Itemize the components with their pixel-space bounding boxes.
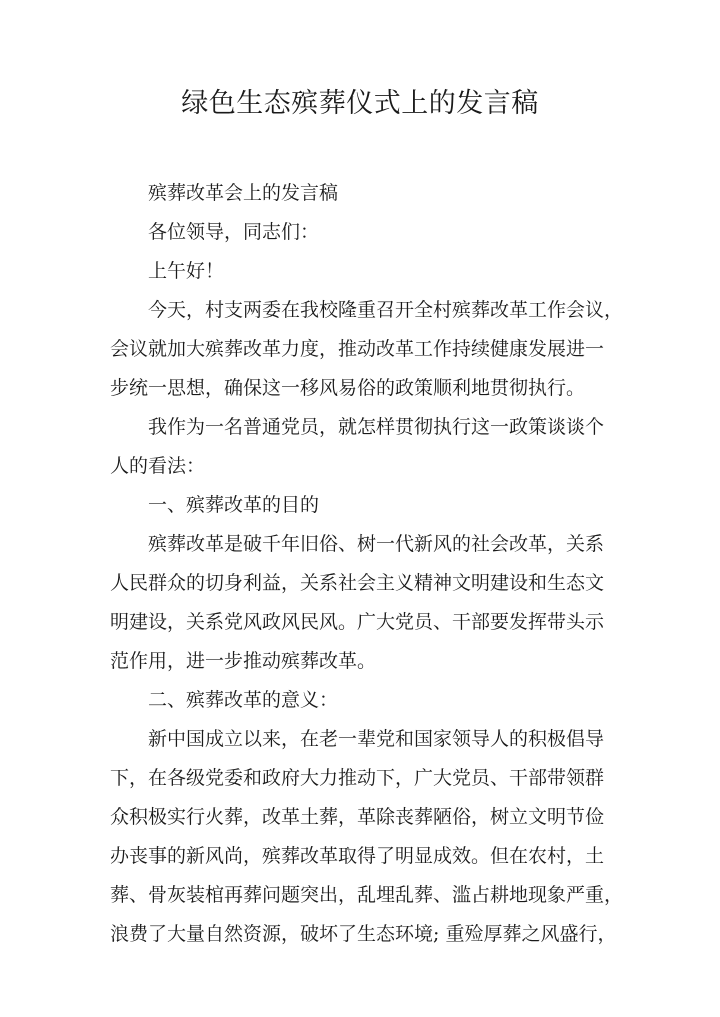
text-line: 步统一思想，确保这一移风易俗的政策顺利地贯彻执行。 xyxy=(110,377,586,399)
text-line: 新中国成立以来，在老一辈党和国家领导人的积极倡导 xyxy=(148,728,605,750)
paragraph-subtitle xyxy=(110,174,653,213)
text-line: 上午好！ xyxy=(148,260,225,282)
text-line: 明建设，关系党风政风民风。广大党员、干部要发挥带头示 xyxy=(110,611,605,633)
paragraph-greeting xyxy=(110,252,653,291)
paragraph-intro xyxy=(110,291,624,408)
text-line: 我作为一名普通党员，就怎样贯彻执行这一政策谈谈个 xyxy=(148,416,605,438)
text-line: 一、殡葬改革的目的 xyxy=(148,494,320,516)
text-line: 各位领导，同志们： xyxy=(148,221,320,243)
text-line: 殡葬改革会上的发言稿 xyxy=(148,182,339,204)
text-line: 殡葬改革是破千年旧俗、树一代新风的社会改革，关系 xyxy=(148,533,605,555)
paragraph-salutation xyxy=(110,213,653,252)
text-line: 浪费了大量自然资源，破坏了生态环境; 重殓厚葬之风盛行， xyxy=(110,923,617,945)
text-line: 下，在各级党委和政府大力推动下，广大党员、干部带领群 xyxy=(110,767,605,789)
section-heading-purpose xyxy=(110,486,653,525)
document-title: 绿色生态殡葬仪式上的发言稿 xyxy=(181,88,539,119)
text-line: 会议就加大殡葬改革力度，推动改革工作持续健康发展进一 xyxy=(110,338,605,360)
text-line: 范作用，进一步推动殡葬改革。 xyxy=(110,650,377,672)
text-line: 人民群众的切身利益，关系社会主义精神文明建设和生态文 xyxy=(110,572,605,594)
section-heading-significance xyxy=(110,681,653,720)
text-line: 今天，村支两委在我校隆重召开全村殡葬改革工作会议， xyxy=(148,299,624,321)
paragraph-significance xyxy=(110,720,624,954)
text-line: 二、殡葬改革的意义： xyxy=(148,689,339,711)
paragraph-purpose xyxy=(110,525,615,681)
text-line: 人的看法： xyxy=(110,455,206,477)
text-line: 众积极实行火葬，改革土葬，革除丧葬陋俗，树立文明节俭 xyxy=(110,806,605,828)
text-line: 葬、骨灰装棺再葬问题突出，乱埋乱葬、滥占耕地现象严重， xyxy=(110,884,624,906)
text-line: 办丧事的新风尚，殡葬改革取得了明显成效。但在农村，土 xyxy=(110,845,605,867)
paragraph-opinion xyxy=(110,408,615,486)
